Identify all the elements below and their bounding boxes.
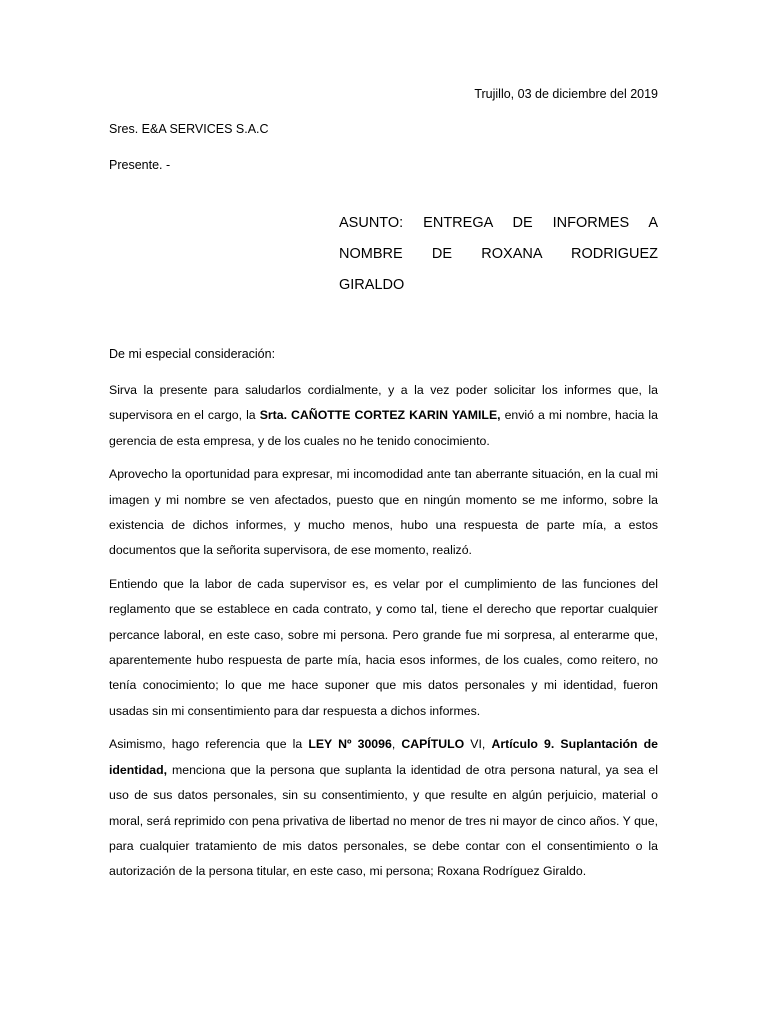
letter-presente: Presente. - (109, 158, 171, 172)
p4-text-g: menciona que la persona que suplanta la identidad de otra persona natural, ya sea el uso de sus datos personales, sin su consentimiento, y que resulte en algún perjuicio, material o moral, será reprimido con pena privativa de libertad no menor de tres ni mayor de cinco años. Y que, para cualquier tratamiento de mis datos personales, se debe contar con el consentimiento o la autorización de la persona titular, en este caso, mi persona; Roxana Rodríguez Giraldo. (109, 762, 658, 879)
letter-date: Trujillo, 03 de diciembre del 2019 (474, 87, 658, 101)
paragraph-3: Entiendo que la labor de cada supervisor es, es velar por el cumplimiento de las funciones del reglamento que se establece en cada contrato, y como tal, tiene el derecho que reportar cualquier percance laboral, en este caso, sobre mi persona. Pero grande fue mi sorpresa, al enterarme que, aparentemente hubo respuesta de parte mía, hacia esos informes, de los cuales, como reitero, no tenía conocimiento; lo que me hace suponer que mis datos personales y mi identidad, fueron usadas sin mi consentimiento para dar respuesta a dichos informes. (109, 576, 658, 718)
p1-text-c: envió a mi nombre, hacia la gerencia de esta empresa, y de los cuales no he tenido conocimiento. (109, 408, 658, 448)
p4-chapter-bold: CAPÍTULO (401, 737, 465, 752)
p4-text-a: Asimismo, hago referencia que la (109, 737, 309, 752)
letter-greeting: De mi especial consideración: (109, 347, 276, 361)
paragraph-1 (109, 378, 658, 454)
paragraph-4 (109, 732, 658, 884)
p4-law-bold: LEY Nº 30096 (308, 737, 392, 752)
p4-article-bold: Artículo 9. Suplantación de identidad, (109, 737, 659, 777)
p4-text-e: VI, (464, 737, 492, 752)
p1-name-bold: Srta. CAÑOTTE CORTEZ KARIN YAMILE, (259, 408, 501, 423)
letter-body (109, 378, 658, 893)
letter-recipient: Sres. E&A SERVICES S.A.C (109, 122, 269, 136)
p4-text-c: , (391, 737, 402, 752)
p1-text-a: Sirva la presente para saludarlos cordialmente, y a la vez poder solicitar los informes que, la supervisora en el cargo, la (109, 383, 658, 423)
paragraph-2: Aprovecho la oportunidad para expresar, mi incomodidad ante tan aberrante situación, en la cual mi imagen y mi nombre se ven afectados, puesto que en ningún momento se me informo, sobre la existencia de dichos informes, y mucho menos, hubo una respuesta de parte mía, a estos documentos que la señorita supervisora, de ese momento, realizó. (109, 467, 658, 558)
letter-subject: ASUNTO: ENTREGA DE INFORMES A NOMBRE DE ROXANA RODRIGUEZ GIRALDO (339, 215, 658, 293)
